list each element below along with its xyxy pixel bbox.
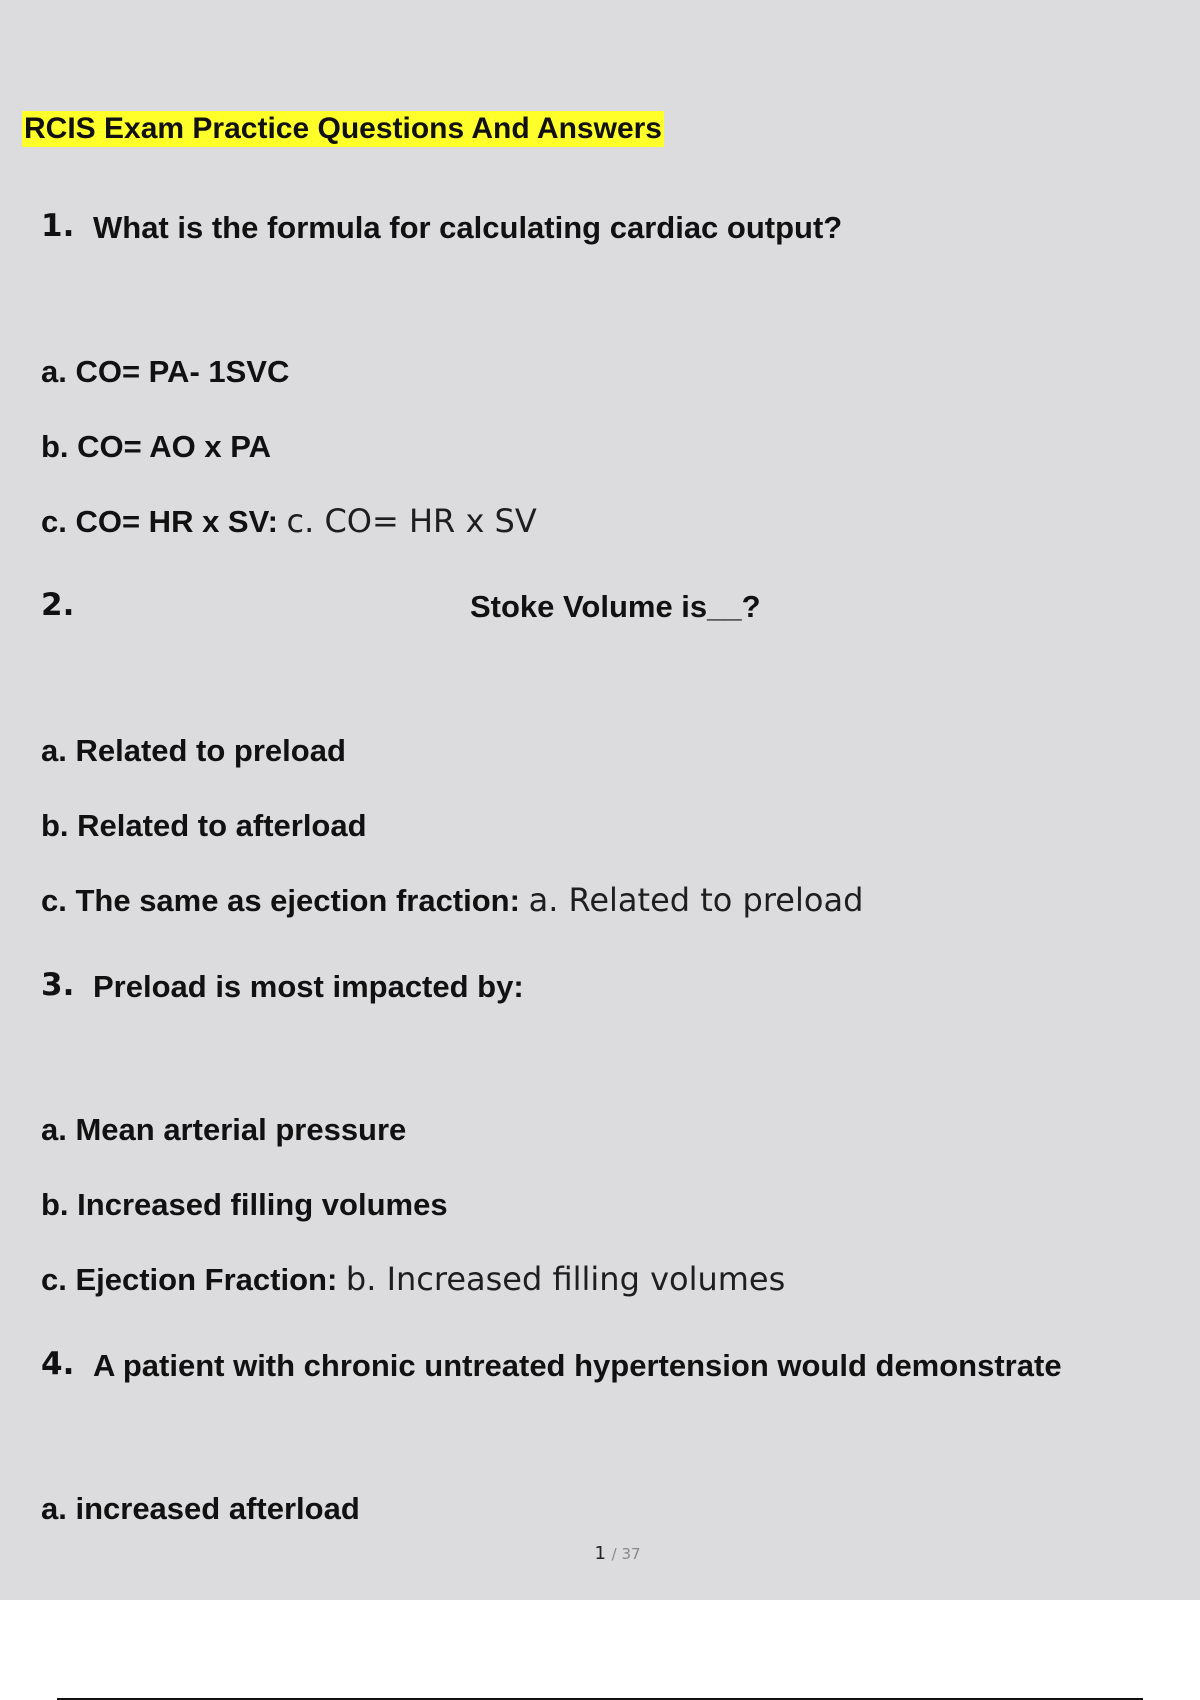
question-2-number: 2. <box>41 587 75 623</box>
question-2-option-c-label: c. The same as ejection fraction: <box>41 883 520 918</box>
question-2-answer: a. Related to preload <box>528 881 864 919</box>
question-3-number: 3. <box>41 967 75 1003</box>
question-4-text: A patient with chronic untreated hypertension would demonstrate <box>93 1348 1062 1383</box>
question-3-answer: b. Increased filling volumes <box>345 1260 786 1298</box>
question-3-text: Preload is most impacted by: <box>93 969 524 1004</box>
question-1-text: What is the formula for calculating cardiac output? <box>93 210 843 245</box>
question-1-option-a: a. CO= PA- 1SVC <box>41 354 290 389</box>
question-1-number: 1. <box>41 208 75 244</box>
page-indicator <box>0 1543 1200 1564</box>
question-4-option-a: a. increased afterload <box>41 1491 360 1526</box>
question-1-option-c-label: c. CO= HR x SV: <box>41 504 278 539</box>
question-2-option-c <box>41 881 863 919</box>
question-4-number: 4. <box>41 1346 75 1382</box>
question-3-option-b: b. Increased filling volumes <box>41 1187 448 1222</box>
question-3-option-c-label: c. Ejection Fraction: <box>41 1262 338 1297</box>
page-current: 1 <box>594 1543 606 1564</box>
question-1-option-b: b. CO= AO x PA <box>41 429 271 464</box>
page-total: / 37 <box>611 1545 641 1563</box>
question-1-option-c <box>41 502 537 540</box>
question-2-option-b: b. Related to afterload <box>41 808 367 843</box>
question-1-answer: c. CO= HR x SV <box>286 502 537 540</box>
question-3-option-a: a. Mean arterial pressure <box>41 1112 407 1147</box>
question-2-option-a: a. Related to preload <box>41 733 346 768</box>
page-title: RCIS Exam Practice Questions And Answers <box>24 112 662 145</box>
question-3-option-c <box>41 1260 785 1298</box>
question-2-text: Stoke Volume is__? <box>470 589 761 624</box>
